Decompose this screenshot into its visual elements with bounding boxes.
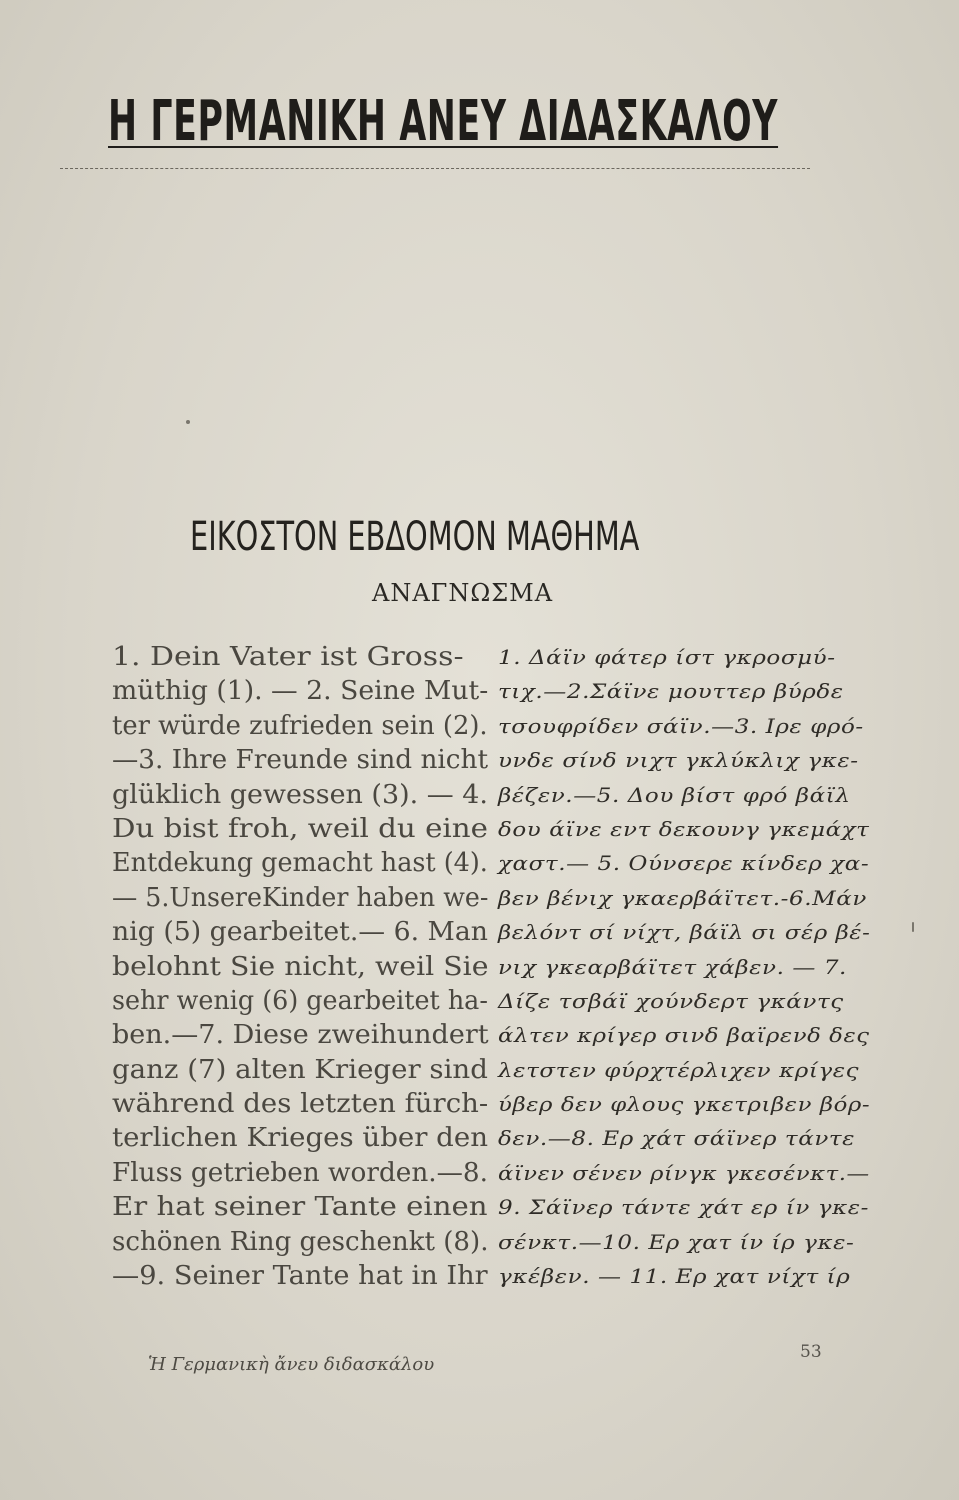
header-rule <box>60 168 810 169</box>
german-line: müthig (1). — 2. Seine Mut- <box>112 676 489 707</box>
transliteration-line: χαστ.— 5. Ούνσερε κίνδερ χα- <box>498 851 870 876</box>
german-line: terlichen Krieges über den <box>112 1123 488 1154</box>
german-line: — 5.UnsereKinder haben we- <box>112 882 489 913</box>
german-line: schönen Ring geschenkt (8). <box>112 1226 489 1257</box>
transliteration-line: δου άϊνε εντ δεκουνγ γκεμάχτ <box>498 816 870 841</box>
german-line: glüklich gewessen (3). — 4. <box>112 779 488 810</box>
german-line: während des letzten fürch- <box>112 1089 489 1120</box>
lesson-title: ΕΙΚΟΣΤΟΝ ΕΒΔΟΜΟΝ ΜΑΘΗΜΑ <box>190 514 640 560</box>
german-line: Entdekung gemacht hast (4). <box>112 848 488 879</box>
transliteration-line: υνδε σίνδ νιχτ γκλύκλιχ γκε- <box>498 748 859 773</box>
german-line: —9. Seiner Tante hat in Ihr <box>112 1261 488 1292</box>
transliteration-line: βέζεν.—5. Δου βίστ φρό βάϊλ <box>498 782 851 807</box>
transliteration-line: σένκτ.—10. Ερ χατ ίν ίρ γκε- <box>498 1229 855 1254</box>
transliteration-line: άϊνεν σένεν ρίνγκ γκεσένκτ.— <box>498 1160 870 1185</box>
transliteration-line: τιχ.—2.Σάϊνε μουττερ βύρδε <box>498 679 844 704</box>
transliteration-line: λετστεν φύρχτέρλιχεν κρίγες <box>498 1057 860 1082</box>
footer-text: Ἡ Γερμανικὴ ἄνευ διδασκάλου <box>148 1354 435 1375</box>
german-text-column <box>112 640 488 1293</box>
transliteration-column <box>498 640 878 1293</box>
german-line: 1. Dein Vater ist Gross- <box>112 642 464 672</box>
german-line: ben.—7. Diese zweihundert <box>112 1020 489 1051</box>
german-line: —3. Ihre Freunde sind nicht <box>112 745 489 776</box>
stray-mark <box>912 922 914 932</box>
transliteration-line: γκέβεν. — 11. Ερ χατ νίχτ ίρ <box>498 1264 851 1289</box>
stray-mark <box>186 420 190 424</box>
german-line: ter würde zufrieden sein (2). <box>112 710 488 741</box>
transliteration-line: δεν.—8. Ερ χάτ σάϊνερ τάντε <box>498 1126 856 1151</box>
section-title: ΑΝΑΓΝΩΣΜΑ <box>372 579 554 607</box>
page-number: 53 <box>800 1342 822 1362</box>
german-line: Er hat seiner Tante einen <box>112 1192 488 1223</box>
transliteration-line: τσουφρίδεν σάϊν.—3. Ιρε φρό- <box>498 713 864 738</box>
german-line: Fluss getrieben worden.—8. <box>112 1157 488 1188</box>
german-line: belohnt Sie nicht, weil Sie <box>112 951 489 982</box>
running-head: Η ΓΕΡΜΑΝΙΚΗ ΑΝΕΥ ΔΙΔΑΣΚΑΛΟΥ <box>108 89 779 154</box>
transliteration-line: βεν βένιχ γκαερβάϊτετ.-6.Μάν <box>498 885 867 910</box>
german-line: sehr wenig (6) gearbeitet ha- <box>112 985 488 1016</box>
transliteration-line: ύβερ δεν φλους γκετριβεν βόρ- <box>498 1092 871 1117</box>
transliteration-line: 1. Δάϊν φάτερ ίστ γκροσμύ- <box>498 645 836 669</box>
transliteration-line: Δίζε τσβάϊ χούνδερτ γκάντς <box>498 988 844 1013</box>
transliteration-line: 9. Σάϊνερ τάντε χάτ ερ ίν γκε- <box>498 1195 870 1220</box>
transliteration-line: άλτεν κρίγερ σινδ βαϊρενδ δες <box>498 1023 870 1048</box>
german-line: nig (5) gearbeitet.— 6. Man <box>112 917 489 948</box>
transliteration-line: νιχ γκεαρβάϊτετ χάβεν. — 7. <box>498 954 847 979</box>
german-line: Du bist froh, weil du eine <box>112 813 488 844</box>
transliteration-line: βελόντ σί νίχτ, βάϊλ σι σέρ βέ- <box>498 920 871 945</box>
german-line: ganz (7) alten Krieger sind <box>112 1054 488 1085</box>
